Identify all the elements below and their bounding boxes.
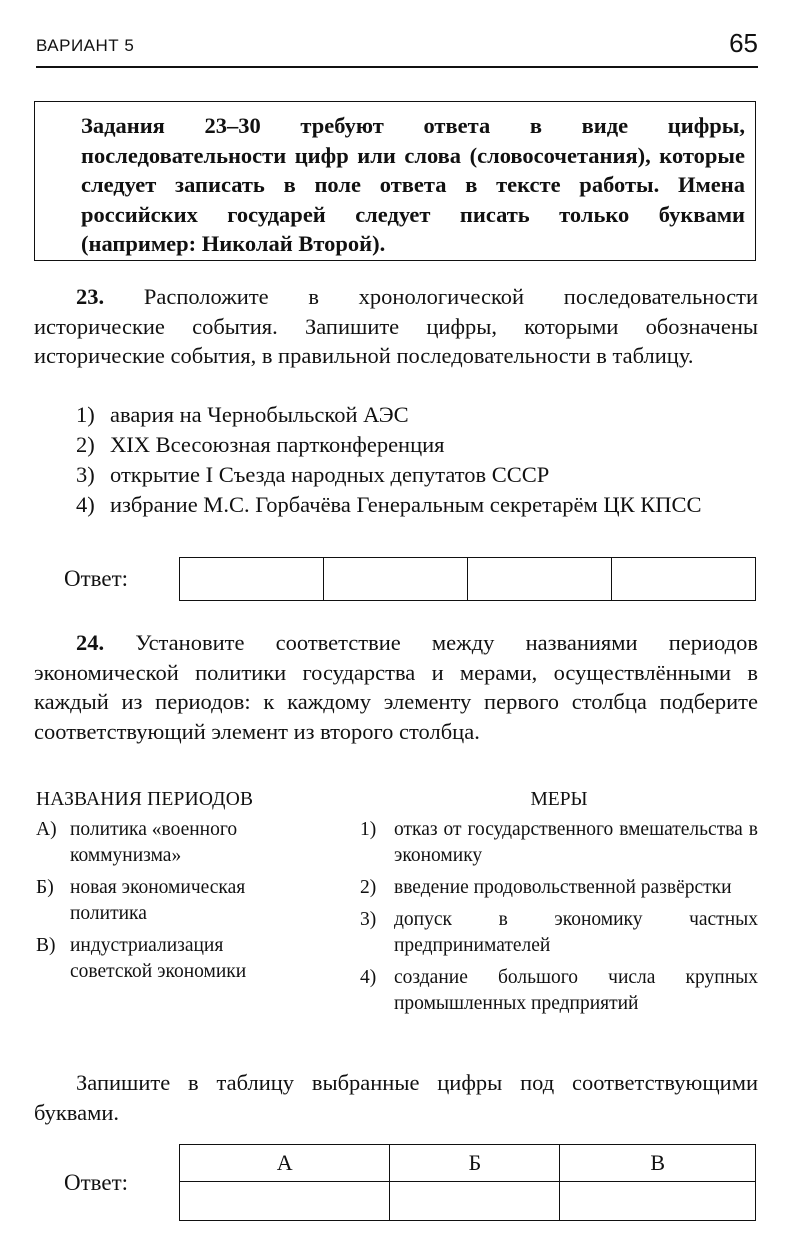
answer-cell-2[interactable] xyxy=(324,558,468,601)
task-24-answer-table xyxy=(179,1144,756,1221)
list-item: 4) создание большого числа крупных промышленных предприятий xyxy=(360,967,758,1014)
list-item: 1) авария на Чернобыльской АЭС xyxy=(76,402,409,427)
page-header xyxy=(36,26,758,68)
variant-label: ВАРИАНТ 5 xyxy=(36,36,135,55)
list-item: 1) отказ от государственного вмешательства в экономику xyxy=(360,819,758,866)
task-24-number: 24. xyxy=(76,630,105,655)
periods-column xyxy=(36,787,304,991)
answer-cell-3[interactable] xyxy=(468,558,612,601)
answer-cell-b[interactable] xyxy=(390,1182,560,1221)
column-header-v: В xyxy=(560,1145,756,1182)
periods-header: НАЗВАНИЯ ПЕРИОДОВ xyxy=(36,789,254,810)
column-header-b: Б xyxy=(390,1145,560,1182)
list-item: 2) XIX Всесоюзная партконференция xyxy=(76,432,445,457)
list-item: 3) открытие I Съезда народных депутатов СССР xyxy=(76,462,550,487)
list-item: 2) введение продовольственной развёрстки xyxy=(360,877,732,898)
list-item: А) политика «военного коммунизма» xyxy=(36,819,238,866)
list-item: 4) избрание М.С. Горбачёва Генеральным секретарём ЦК КПСС xyxy=(76,492,702,517)
task-23-number: 23. xyxy=(76,284,105,309)
list-item: 3) допуск в экономику частных предпринимателей xyxy=(360,909,758,956)
task-24-text xyxy=(34,628,758,746)
task-23-event-list xyxy=(76,400,760,520)
page-number: 65 xyxy=(729,28,758,58)
answer-cell-a[interactable] xyxy=(180,1182,390,1221)
task-24-statement: Установите соответствие между названиями периодов экономической политики государства и мерами, осуществлёнными в каждый из периодов: к каждому элементу первого столбца подберите соответствующий элемент из второго столбца. xyxy=(34,630,759,744)
answer-cell-4[interactable] xyxy=(612,558,756,601)
task-23-text xyxy=(34,282,758,371)
task-24-instruction: Запишите в таблицу выбранные цифры под соответствующими буквами. xyxy=(34,1070,758,1125)
list-item: В) индустриализация советской экономики xyxy=(36,935,247,982)
column-header-a: А xyxy=(180,1145,390,1182)
task-23-statement: Расположите в хронологической последовательности исторические события. Запишите цифры, которыми обозначены исторические события, в правильной последовательности в таблицу. xyxy=(34,284,758,368)
task-24-answer-label: Ответ: xyxy=(64,1170,129,1195)
task-23-answer-label: Ответ: xyxy=(64,566,129,591)
instructions-box: Задания 23–30 требуют ответа в виде цифры, последовательности цифр или слова (словосочетания), которые следует записать в поле ответа в тексте работы. Имена российских государей следует писать только буквами (например: Николай Второй). xyxy=(34,101,756,261)
list-item: Б) новая экономическая политика xyxy=(36,877,246,924)
answer-cell-1[interactable] xyxy=(180,558,324,601)
measures-column xyxy=(360,787,758,1023)
task-23-answer-table xyxy=(179,557,756,601)
answer-cell-v[interactable] xyxy=(560,1182,756,1221)
measures-header: МЕРЫ xyxy=(530,789,588,810)
